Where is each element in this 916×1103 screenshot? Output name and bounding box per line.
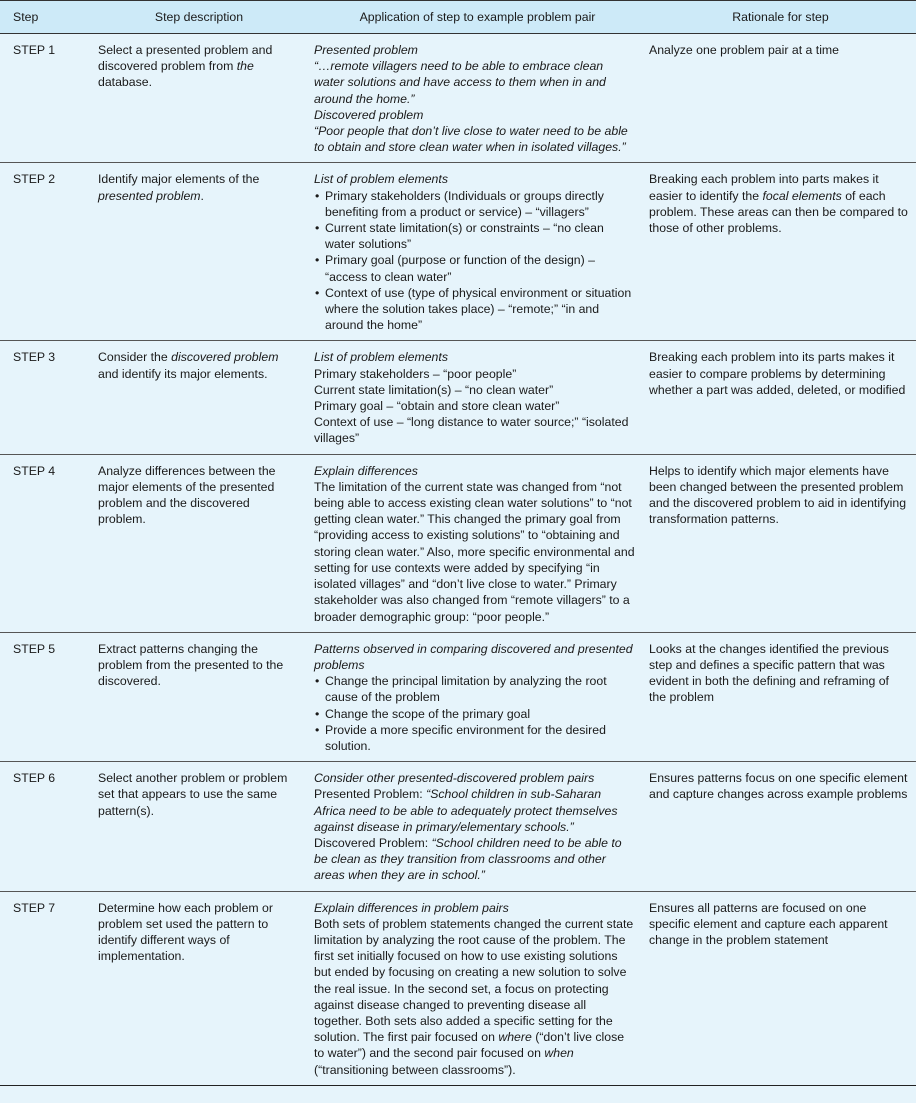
step-description: Select a presented problem and discovered problem from the database. bbox=[88, 34, 310, 163]
step-rationale: Looks at the changes identified the previous step and defines a specific pattern that was evident in both the defining and reframing of the problem bbox=[645, 632, 916, 761]
list-item: • Context of use (type of physical environment or situation where the solution takes place) – “remote;” “in and around the home” bbox=[314, 285, 635, 334]
step-rationale: Helps to identify which major elements have been changed between the presented problem and the discovered problem to aid in identifying transformation patterns. bbox=[645, 454, 916, 632]
application-paragraph: Explain differences bbox=[314, 463, 418, 478]
application-paragraph: Primary stakeholders – “poor people” bbox=[314, 366, 517, 381]
list-item: • Provide a more specific environment for the desired solution. bbox=[314, 722, 635, 754]
application-paragraph: Presented problem bbox=[314, 43, 418, 57]
list-item: • Primary goal (purpose or function of the design) – “access to clean water” bbox=[314, 252, 635, 284]
application-paragraph: Consider other presented-discovered problem pairs bbox=[314, 771, 595, 786]
step-description: Consider the discovered problem and identify its major elements. bbox=[88, 341, 310, 454]
step-application bbox=[310, 163, 645, 341]
step-application bbox=[310, 341, 645, 454]
application-paragraph: The limitation of the current state was changed from “not being able to access existing clean water solutions” to “not getting clean water.” This changed the primary goal from “providing access to existing solutions” to “obtaining and storing clean water.” Also, more specific environmental and setting for use contexts were added by specifying “in isolated villages” and “don’t live close to water.” Primary stakeholder was also changed from “remote villagers” to a broader demographic group: “poor people.” bbox=[314, 479, 635, 624]
step-rationale: Ensures patterns focus on one specific element and capture changes across example problems bbox=[645, 762, 916, 891]
step-rationale: Ensures all patterns are focused on one specific element and capture each apparent change in the problem statement bbox=[645, 891, 916, 1085]
step-application bbox=[310, 891, 645, 1085]
application-paragraph: List of problem elements bbox=[314, 172, 448, 187]
step-label: STEP 4 bbox=[0, 454, 88, 632]
step-application bbox=[310, 632, 645, 761]
step-description: Analyze differences between the major elements of the presented problem and the discovered problem. bbox=[88, 454, 310, 632]
step-application bbox=[310, 762, 645, 891]
step-label: STEP 2 bbox=[0, 163, 88, 341]
step-application bbox=[310, 454, 645, 632]
header-application: Application of step to example problem pair bbox=[310, 1, 645, 34]
list-item: • Change the scope of the primary goal bbox=[314, 706, 635, 722]
application-paragraph: Presented Problem: “School children in sub-Saharan Africa need to be able to adequately protect themselves against disease in primary/elementary schools.” bbox=[314, 787, 618, 834]
step-label: STEP 3 bbox=[0, 341, 88, 454]
list-item: • Current state limitation(s) or constraints – “no clean water solutions” bbox=[314, 220, 635, 252]
step-description: Identify major elements of the presented problem. bbox=[88, 163, 310, 341]
header-description: Step description bbox=[88, 1, 310, 34]
step-label: STEP 6 bbox=[0, 762, 88, 891]
list-item: • Primary stakeholders (Individuals or groups directly benefiting from a product or service) – “villagers” bbox=[314, 188, 635, 220]
step-label: STEP 5 bbox=[0, 632, 88, 761]
element-list bbox=[314, 673, 635, 754]
application-paragraph: Both sets of problem statements changed the current state limitation by analyzing the root cause of the problem. The first set initially focused on how to use existing solutions but ended by focusing on creating a new solution to solve the real issue. In the second set, a focus on protecting against disease changed to preventing disease all together. Both sets also added a specific setting for the solution. The first pair focused on where (“don’t live close to water”) and the second pair focused on when (“transitioning between classrooms”). bbox=[314, 916, 634, 1077]
application-paragraph: Context of use – “long distance to water source;” “isolated villages” bbox=[314, 415, 629, 446]
step-rationale: Analyze one problem pair at a time bbox=[645, 34, 916, 163]
application-paragraph: Primary goal – “obtain and store clean water” bbox=[314, 399, 560, 414]
step-rationale: Breaking each problem into its parts makes it easier to compare problems by determining whether a part was added, deleted, or modified bbox=[645, 341, 916, 454]
application-paragraph: Patterns observed in comparing discovered and presented problems bbox=[314, 641, 633, 672]
application-paragraph: “…remote villagers need to be able to embrace clean water solutions and have access to them when in and around the home.” bbox=[314, 59, 606, 106]
table-row bbox=[0, 632, 916, 761]
list-item: • Change the principal limitation by analyzing the root cause of the problem bbox=[314, 673, 635, 705]
application-paragraph: Discovered problem bbox=[314, 107, 424, 122]
header-rationale: Rationale for step bbox=[645, 1, 916, 34]
application-paragraph: Discovered Problem: “School children need to be able to be clean as they transition from classrooms and other areas when they are in school.” bbox=[314, 835, 622, 883]
step-application bbox=[310, 34, 645, 163]
application-paragraph: “Poor people that don’t live close to water need to be able to obtain and store clean water when in isolated villages.” bbox=[314, 124, 628, 155]
table-row bbox=[0, 34, 916, 163]
step-label: STEP 7 bbox=[0, 891, 88, 1085]
step-rationale: Breaking each problem into parts makes it easier to identify the focal elements of each problem. These areas can then be compared to those of other problems. bbox=[645, 163, 916, 341]
step-label: STEP 1 bbox=[0, 34, 88, 163]
table-row bbox=[0, 891, 916, 1085]
table-body bbox=[0, 34, 916, 1086]
table-row bbox=[0, 341, 916, 454]
table-row bbox=[0, 454, 916, 632]
step-description: Extract patterns changing the problem from the presented to the discovered. bbox=[88, 632, 310, 761]
application-paragraph: Current state limitation(s) – “no clean water” bbox=[314, 382, 554, 397]
application-paragraph: Explain differences in problem pairs bbox=[314, 900, 509, 915]
table-row bbox=[0, 762, 916, 891]
step-description: Select another problem or problem set that appears to use the same pattern(s). bbox=[88, 762, 310, 891]
header-row bbox=[0, 1, 916, 34]
step-description: Determine how each problem or problem set used the pattern to identify different ways of implementation. bbox=[88, 891, 310, 1085]
element-list bbox=[314, 188, 635, 334]
header-step: Step bbox=[0, 1, 88, 34]
table-row bbox=[0, 163, 916, 341]
application-paragraph: List of problem elements bbox=[314, 350, 448, 365]
